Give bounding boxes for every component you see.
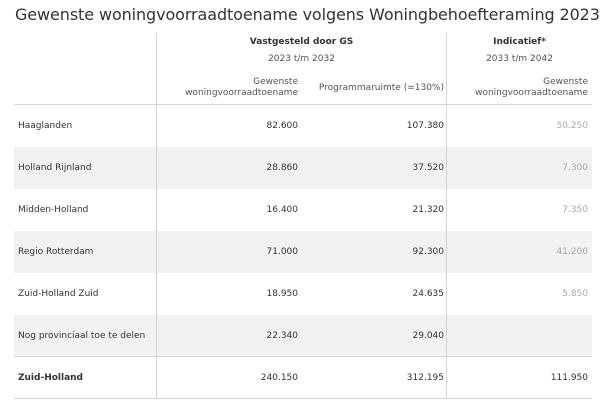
page-title: Gewenste woningvoorraadtoename volgens Woningbehoefteraming 2023 — [15, 5, 600, 24]
group-header-gs: Vastgesteld door GS — [249, 37, 354, 47]
value-gewenste: 71.000 — [266, 247, 298, 257]
row-band — [14, 147, 592, 189]
value-indicatief: 7.300 — [562, 163, 588, 173]
row-band — [14, 231, 592, 273]
group-period-gs: 2023 t/m 2032 — [268, 54, 335, 64]
header-divider — [14, 104, 592, 105]
column-divider — [156, 33, 157, 399]
value-programmaruimte: 29.040 — [412, 331, 444, 341]
region-label: Zuid-Holland Zuid — [18, 289, 99, 299]
region-label: Regio Rotterdam — [18, 247, 94, 257]
bottom-divider — [14, 398, 592, 399]
value-programmaruimte: 37.520 — [412, 163, 444, 173]
value-programmaruimte: 24.635 — [412, 289, 444, 299]
region-label-total: Zuid-Holland — [18, 373, 84, 383]
value-gewenste: 240.150 — [260, 373, 298, 383]
value-programmaruimte: 107.380 — [406, 121, 444, 131]
region-label: Holland Rijnland — [18, 163, 92, 173]
group-header-indicatief: Indicatief* — [493, 37, 546, 47]
group-period-indicatief: 2033 t/m 2042 — [486, 54, 553, 64]
data-table — [14, 33, 592, 399]
column-divider — [446, 33, 447, 399]
column-header-gewenste: Gewenste woningvoorraadtoename — [185, 77, 298, 98]
value-gewenste: 28.860 — [266, 163, 298, 173]
value-indicatief: 5.850 — [562, 289, 588, 299]
value-indicatief: 7.350 — [562, 205, 588, 215]
region-label: Midden-Holland — [18, 205, 89, 215]
value-programmaruimte: 312.195 — [406, 373, 444, 383]
value-indicatief: 111.950 — [550, 373, 588, 383]
value-programmaruimte: 92.300 — [412, 247, 444, 257]
value-gewenste: 82.600 — [266, 121, 298, 131]
region-label: Haaglanden — [18, 121, 73, 131]
value-gewenste: 16.400 — [266, 205, 298, 215]
value-gewenste: 18.950 — [266, 289, 298, 299]
value-indicatief: 50.250 — [556, 121, 588, 131]
total-divider — [14, 356, 592, 357]
value-indicatief: 41.200 — [556, 247, 588, 257]
value-programmaruimte: 21.320 — [412, 205, 444, 215]
column-header-gewenste-indicatief: Gewenste woningvoorraadtoename — [475, 77, 588, 98]
region-label: Nog provinciaal toe te delen — [18, 331, 146, 341]
value-gewenste: 22.340 — [266, 331, 298, 341]
column-header-programmaruimte: Programmaruimte (=130%) — [318, 83, 444, 93]
